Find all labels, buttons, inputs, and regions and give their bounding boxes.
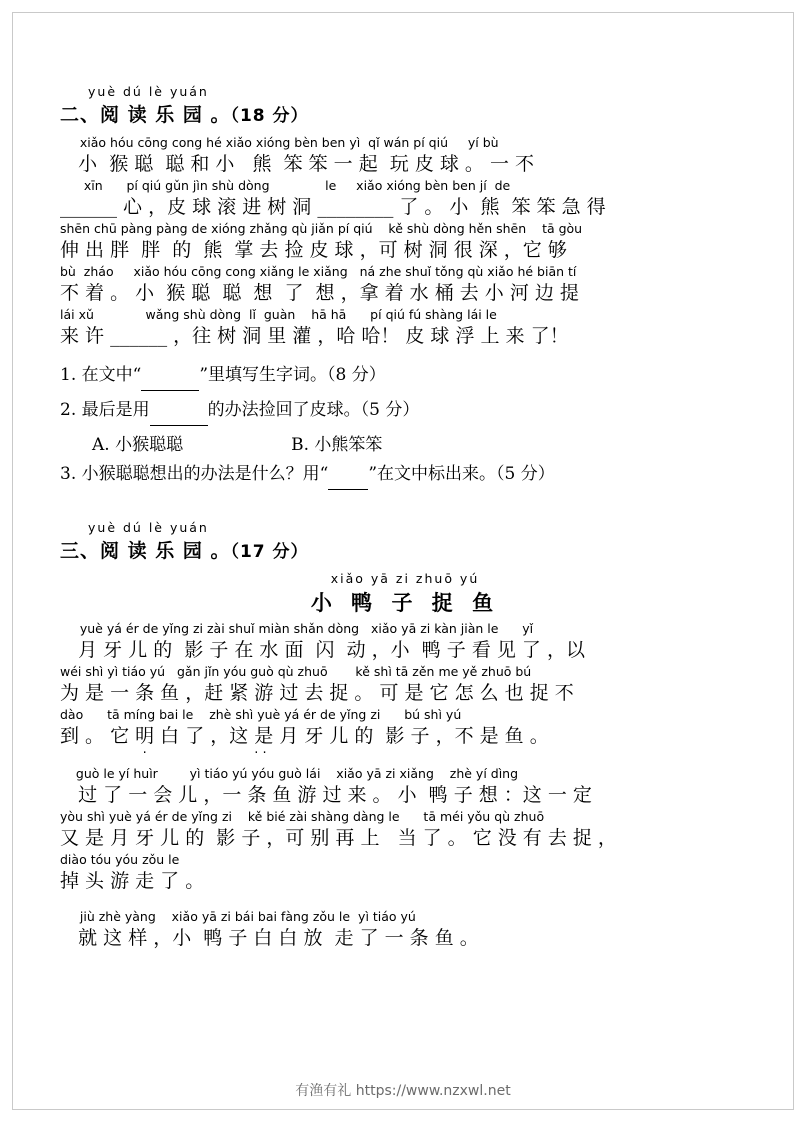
page-content	[60, 84, 750, 952]
question-2	[60, 395, 750, 426]
question-1-prefix: 1. 在文中“	[60, 365, 142, 385]
section-three	[60, 520, 750, 951]
passage-line	[60, 178, 750, 220]
pinyin-row: dào tā míng bai le zhè shì yuè yá ér de yǐng zi bú shì yú	[60, 707, 462, 722]
story-paragraph	[60, 909, 750, 951]
question-3-suffix: ”在文中标出来。（5 分）	[368, 464, 555, 484]
emphasis-dots: · · ·	[60, 746, 267, 761]
section-three-heading	[60, 520, 750, 563]
spacer	[60, 490, 750, 520]
option-a[interactable]: A. 小猴聪聪	[92, 435, 184, 455]
question-1	[60, 360, 750, 391]
hanzi-row: 为 是 一 条 鱼 ，赶 紧 游 过 去 捉 。 可 是 它 怎 么 也 捉 不	[60, 682, 574, 704]
hanzi-row: 伸 出 胖 胖 的 熊 掌 去 捡 皮 球 ，可 树 洞 很 深 ，它 够	[60, 239, 567, 261]
answer-blank[interactable]	[150, 395, 208, 426]
question-2-suffix: 的办法捡回了皮球。（5 分）	[207, 400, 420, 420]
pinyin-row: diào tóu yóu zǒu le	[60, 852, 180, 867]
passage-line	[60, 264, 750, 306]
section-two-title-text: 二、阅 读 乐 园 。	[60, 104, 231, 126]
hanzi-row: 不 着 。 小 猴 聪 聪 想 了 想 ，拿 着 水 桶 去 小 河 边 提	[60, 282, 579, 304]
pinyin-row: guò le yí huìr yì tiáo yú yóu guò lái xiǎo yā zi xiǎng zhè yí dìng	[60, 766, 519, 781]
option-b[interactable]: B. 小熊笨笨	[291, 435, 383, 455]
spacer	[60, 350, 750, 356]
pinyin-row: bù zháo xiǎo hóu cōng cong xiǎng le xiǎng ná zhe shuǐ tǒng qù xiǎo hé biān tí	[60, 264, 577, 279]
passage-line	[60, 135, 750, 177]
question-2-prefix: 2. 最后是用	[60, 400, 150, 420]
section-two-title	[60, 100, 750, 127]
answer-blank[interactable]	[141, 360, 199, 391]
answer-blank[interactable]	[328, 459, 368, 490]
passage-line	[60, 221, 750, 263]
pinyin-row: yòu shì yuè yá ér de yǐng zi kě bié zài shàng dàng le tā méi yǒu qù zhuō	[60, 809, 545, 824]
hanzi-row: 过 了 一 会 儿 ，一 条 鱼 游 过 来 。 小 鸭 子 想 ：这 一 定	[60, 784, 592, 806]
spacer	[60, 895, 750, 909]
hanzi-row: 月 牙 儿 的 影 子 在 水 面 闪 动 ，小 鸭 子 看 见 了 ，以	[60, 639, 585, 661]
story-paragraph	[60, 766, 750, 894]
section-two-heading	[60, 84, 750, 127]
story-title: 小 鸭 子 捉 鱼	[310, 590, 500, 615]
pinyin-row: shēn chū pàng pàng de xióng zhǎng qù jiǎn pí qiú kě shù dòng hěn shēn tā gòu	[60, 221, 583, 236]
hanzi-row: ______ 心 ，皮 球 滚 进 树 洞 ________ 了 。 小 熊 笨 笨 急 得	[60, 196, 606, 218]
section-two-score: （18 分）	[230, 106, 309, 126]
question-1-suffix: ”里填写生字词。（8 分）	[199, 365, 386, 385]
story-title-pinyin: xiǎo yā zi zhuō yú	[330, 571, 480, 586]
hanzi-row: 掉 头 游 走 了 。	[60, 870, 205, 892]
question-3-prefix: 3. 小猴聪聪想出的办法是什么？用“	[60, 464, 329, 484]
pinyin-row: yuè yá ér de yǐng zi zài shuǐ miàn shǎn dòng xiǎo yā zi kàn jiàn le yǐ	[60, 621, 534, 636]
pinyin-row: lái xǔ wǎng shù dòng lǐ guàn hā hā pí qiú fú shàng lái le	[60, 307, 497, 322]
pinyin-row: xiǎo hóu cōng cong hé xiǎo xióng bèn ben yì qǐ wán pí qiú yí bù	[60, 135, 499, 150]
pinyin-row: jiù zhè yàng xiǎo yā zi bái bai fàng zǒu le yì tiáo yú	[60, 909, 416, 924]
section-two	[60, 84, 750, 490]
passage-line	[60, 307, 750, 349]
section-three-score: （17 分）	[230, 542, 309, 562]
question-2-options	[60, 430, 750, 455]
pinyin-row: xīn pí qiú gǔn jìn shù dòng le xiǎo xióng bèn ben jí de	[60, 178, 511, 193]
hanzi-row: 就 这 样 ，小 鸭 子 白 白 放 走 了 一 条 鱼 。	[60, 927, 479, 949]
section-three-title-text: 三、阅 读 乐 园 。	[60, 540, 231, 562]
section-two-pinyin: yuè dú lè yuán	[88, 84, 209, 99]
hanzi-row: 又 是 月 牙 儿 的 影 子 ，可 别 再 上 当 了 。 它 没 有 去 捉 ，	[60, 827, 617, 849]
section-three-title	[60, 536, 750, 563]
watermark-footer: 有渔有礼 https://www.nzxwl.net	[295, 1083, 511, 1099]
section-three-pinyin: yuè dú lè yuán	[88, 520, 209, 535]
hanzi-row: 来 许 ______ ，往 树 洞 里 灌 ，哈 哈！ 皮 球 浮 上 来 了！	[60, 325, 569, 347]
hanzi-row: 到 。 它 明 白 了 ，这 是 月 牙 儿 的 影 子 ，不 是 鱼 。	[60, 725, 549, 747]
question-3	[60, 459, 750, 490]
pinyin-row: wéi shì yì tiáo yú gǎn jǐn yóu guò qù zhuō kě shì tā zěn me yě zhuō bú	[60, 664, 532, 679]
hanzi-row: 小 猴 聪 聪 和 小 熊 笨 笨 一 起 玩 皮 球 。 一 不	[60, 153, 534, 175]
story-paragraph	[60, 621, 750, 760]
